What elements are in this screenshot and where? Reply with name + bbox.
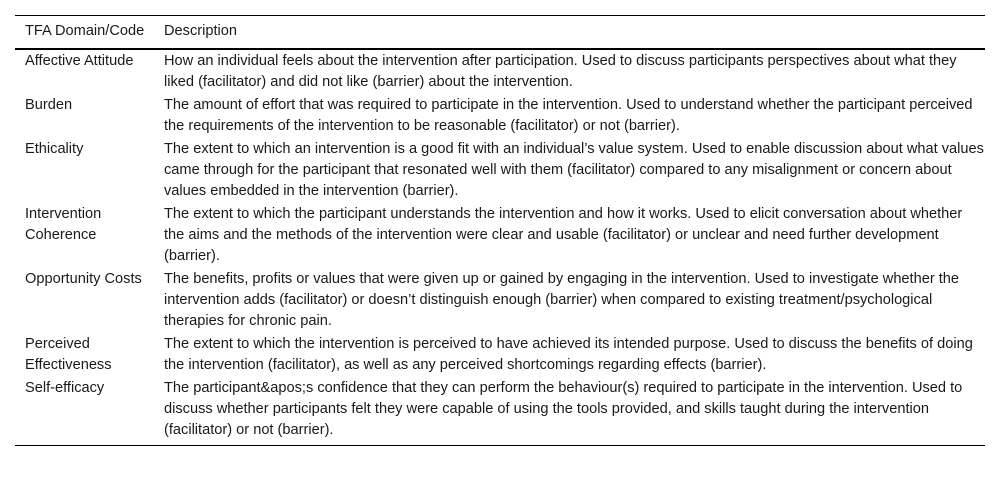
row-description: The extent to which the intervention is perceived to have achieved its intended purpose. Used to discuss the benefits of doing the intervention (facilitator), as well as any perceived shortcomings regarding effects (barrier).: [164, 336, 973, 373]
header-description: Description: [164, 23, 237, 39]
table-row: [15, 95, 985, 139]
table-row: [15, 49, 985, 95]
row-code: Opportunity Costs: [25, 271, 142, 287]
table-header: [15, 16, 985, 50]
header-code: TFA Domain/Code: [25, 23, 145, 39]
table-row: [15, 269, 985, 334]
header-row: [15, 16, 985, 50]
table-body: [15, 49, 985, 446]
row-code: Affective Attitude: [25, 53, 134, 69]
row-description: The benefits, profits or values that were given up or gained by engaging in the intervention. Used to investigate whether the intervention adds (facilitator) or doesn’t distinguish enough (barrier) when compared to existing treatment/psychological therapies for chronic pain.: [164, 271, 960, 329]
row-description: The extent to which the participant understands the intervention and how it works. Used to elicit conversation about whether the aims and the methods of the intervention were clear and usable (facilitator) or unclear and need further development (barrier).: [164, 206, 963, 264]
row-description: The participant&apos;s confidence that they can perform the behaviour(s) required to participate in the intervention. Used to discuss whether participants felt they were capable of using the tools provided, and skills taught during the intervention (facilitator) or not (barrier).: [164, 380, 963, 438]
row-code: Ethicality: [25, 141, 84, 157]
row-description: The amount of effort that was required to participate in the intervention. Used to understand whether the participant perceived the requirements of the intervention to be reasonable (facilitator) or not (barrier).: [164, 97, 973, 134]
row-code: Perceived Effectiveness: [25, 336, 112, 373]
row-description: How an individual feels about the intervention after participation. Used to discuss participants perspectives about what they liked (facilitator) and did not like (barrier) about the intervention.: [164, 53, 957, 90]
row-description: The extent to which an intervention is a good fit with an individual’s value system. Used to enable discussion about what values came through for the participant that resonated well with them (facilitator) compared to any misalignment or concern about values embedded in the intervention (barrier).: [164, 141, 984, 199]
row-code: Self-efficacy: [25, 380, 105, 396]
table-row: [15, 378, 985, 446]
row-code: Burden: [25, 97, 73, 113]
table-row: [15, 334, 985, 378]
table-row: [15, 204, 985, 269]
row-code: Intervention Coherence: [25, 206, 102, 243]
table-row: [15, 139, 985, 204]
tfa-domain-table: [15, 15, 985, 446]
tfa-table-container: [15, 15, 985, 446]
